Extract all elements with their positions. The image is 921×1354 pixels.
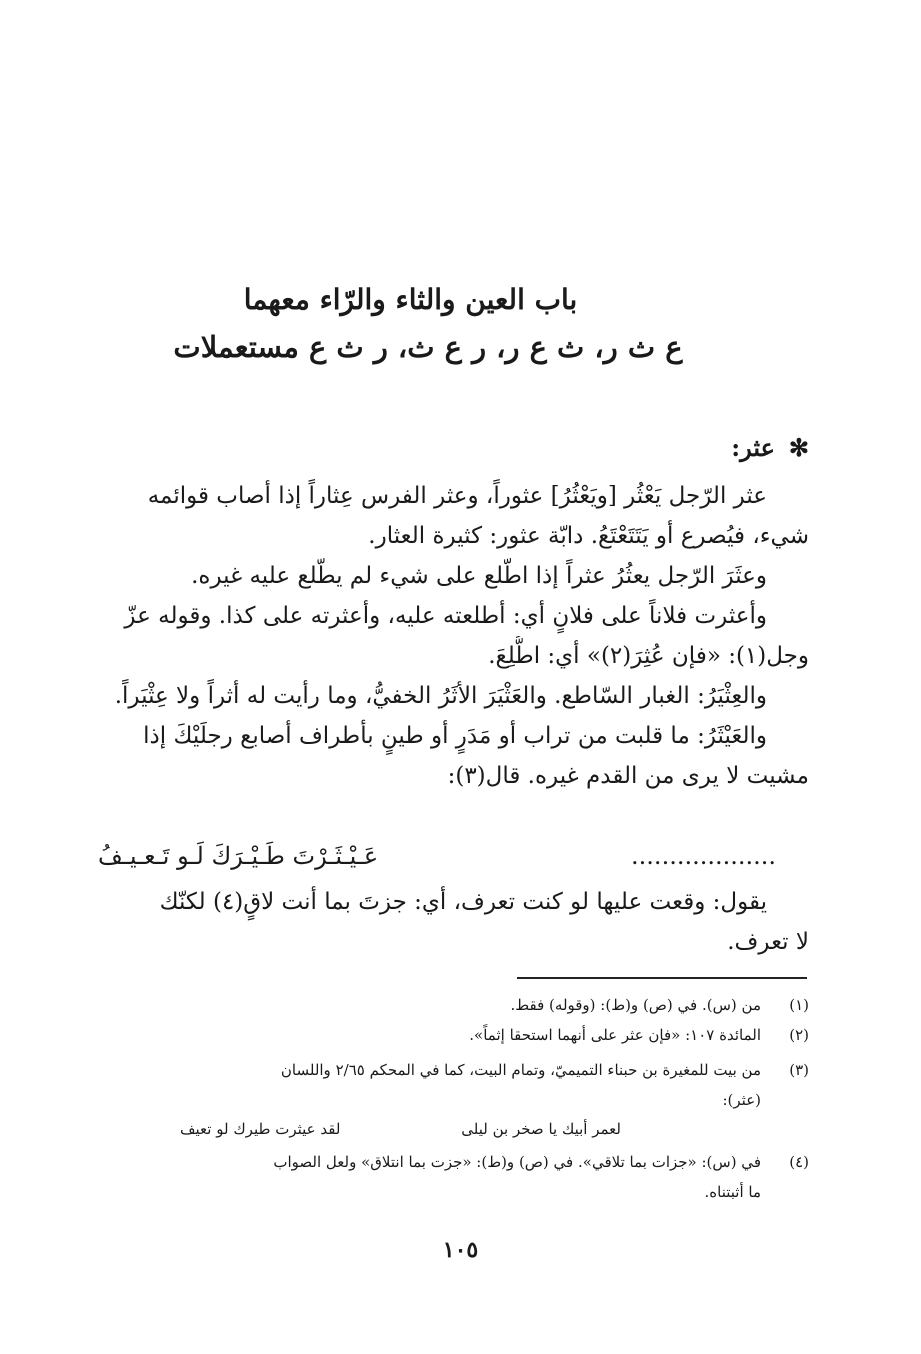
footnote-number: (١) xyxy=(789,996,809,1014)
footnote-continuation xyxy=(102,1088,809,1113)
body-line: شيء، فيُصرع أو يَتَتَعْتَعُ. دابّة عثور: كثيرة العثار. xyxy=(368,523,809,549)
poem-second-hemistich: لقد عيثرت طيرك لو تعيف xyxy=(180,1120,341,1138)
footnote-text: في (س): «جزات بما تلاقي». في (ص) و(ط): «جزت بما انتلاق» ولعل الصواب xyxy=(273,1153,761,1171)
body-line: وجل(١): «فإن عُثِرَ(٢)» أي: اطُّلِعَ. xyxy=(488,643,809,669)
body-text xyxy=(98,476,809,796)
body-line: والعَيْثَرُ: ما قلبت من تراب أو مَدَرٍ أو طينٍ بأطراف أصابع رجلَيْكَ إذا xyxy=(143,723,767,749)
verse-dots: ................... xyxy=(631,842,776,870)
footnote-number: (٢) xyxy=(789,1026,809,1044)
body-line: والعِثْيَرُ: الغبار السّاطع. والعَثْيَرَ الأثَرُ الخفيُّ، وما رأيت له أثراً ولا عِثْيَراً. xyxy=(114,683,767,709)
entry-heading xyxy=(731,433,809,462)
entry-head-word: عثر: xyxy=(731,433,775,462)
footnote-number: (٤) xyxy=(789,1153,809,1171)
chapter-title: باب العين والثاء والرّاء معهما xyxy=(243,283,578,316)
footnote xyxy=(102,1023,809,1048)
footnote-poem xyxy=(180,1120,621,1138)
footnote-number: (٣) xyxy=(789,1061,809,1079)
verse-line xyxy=(98,842,776,870)
footnote-divider xyxy=(517,977,807,979)
footnote-text: من (س). في (ص) و(ط): (وقوله) فقط. xyxy=(510,996,761,1014)
body-line: وأعثرت فلاناً على فلانٍ أي: أطلعته عليه، وأعثرته على كذا. وقوله عزّ xyxy=(124,603,767,629)
footnote xyxy=(102,993,809,1018)
verse-text: عَـيْـثَـرْتَ طَـيْـرَكَ لَـو تَـعـيـفُ xyxy=(98,842,379,870)
body-line: عثر الرّجل يَعْثُر [ويَعْثُرُ] عثوراً، وعثر الفرس عِثاراً إذا أصاب قوائمه xyxy=(147,483,767,509)
body-line: يقول: وقعت عليها لو كنت تعرف، أي: جزتَ بما أنت لاقٍ(٤) لكنّك xyxy=(159,889,767,915)
body-text-continued xyxy=(98,882,809,962)
chapter-subtitle: ع ث ر، ث ع ر، ر ع ث، ر ث ع مستعملات xyxy=(173,330,683,364)
footnote-text: (عثر): xyxy=(722,1091,761,1109)
poem-first-hemistich: لعمر أبيك يا صخر بن ليلى xyxy=(461,1120,621,1138)
footnote-text: ما أثبتناه. xyxy=(704,1183,761,1201)
page-number: ١٠٥ xyxy=(442,1237,479,1263)
footnote xyxy=(102,1150,809,1175)
body-line: لا تعرف. xyxy=(727,929,809,955)
asterisk-icon: ✻ xyxy=(788,433,809,462)
footnote-continuation xyxy=(102,1180,809,1205)
footnote-text: من بيت للمغيرة بن حبناء التميميّ، وتمام البيت، كما في المحكم ٢/٦٥ واللسان xyxy=(280,1061,761,1079)
footnote-text: المائدة ١٠٧: «فإن عثر على أنهما استحقا إثماً». xyxy=(469,1026,761,1044)
body-line: مشيت لا يرى من القدم غيره. قال(٣): xyxy=(447,763,809,789)
footnote xyxy=(102,1058,809,1083)
body-line: وعثَرَ الرّجل يعثُرُ عثراً إذا اطّلع على شيء لم يطّلع عليه غيره. xyxy=(191,563,767,589)
